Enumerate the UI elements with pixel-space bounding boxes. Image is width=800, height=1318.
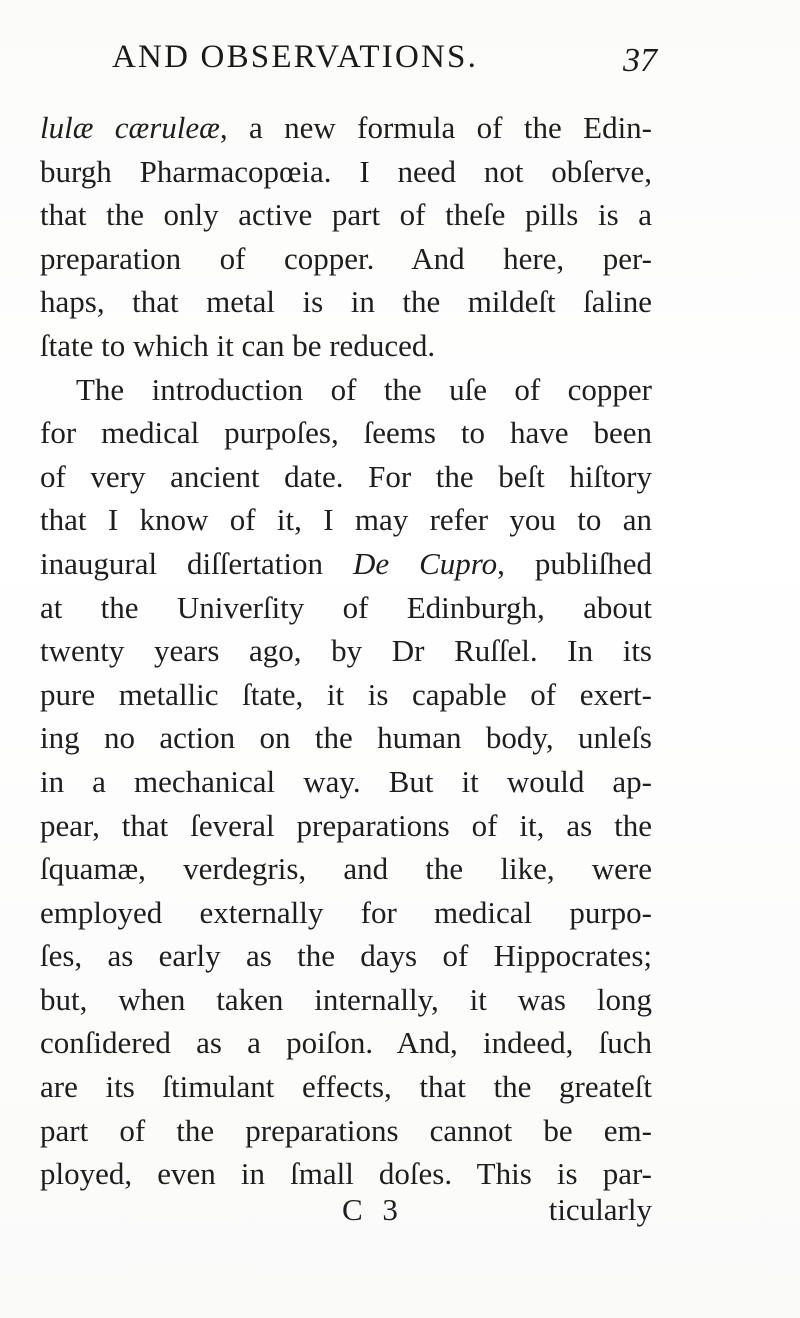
text-line: ſquamæ, verdegris, and the like, were xyxy=(40,851,652,887)
text-line: haps, that metal is in the mildeſt ſaline xyxy=(40,284,652,320)
text-line: ſtate to which it can be reduced. xyxy=(40,327,436,363)
text-line: but, when taken internally, it was long xyxy=(40,981,652,1017)
running-head: AND OBSERVATIONS. xyxy=(112,39,479,75)
text-line: employed externally for medical purpo- xyxy=(40,894,652,930)
signature-mark: C 3 xyxy=(342,1192,404,1227)
page-footer xyxy=(40,1188,652,1232)
text-line: that I know of it, I may refer you to an xyxy=(40,502,652,538)
text-line: for medical purpoſes, ſeems to have been xyxy=(40,415,652,451)
text-line: lulæ cæruleæ, a new formula of the Edin- xyxy=(40,110,653,145)
page-header xyxy=(112,34,657,80)
text-line: twenty years ago, by Dr Ruſſel. In its xyxy=(40,633,652,669)
text-line: of very ancient date. For the beſt hiſtory xyxy=(40,458,652,494)
text-line: preparation of copper. And here, per- xyxy=(40,240,652,276)
text-line: in a mechanical way. But it would ap- xyxy=(40,763,652,799)
text-line: that the only active part of theſe pills is a xyxy=(40,197,652,233)
body-text xyxy=(40,106,652,1196)
text-line: inaugural diſſertation De Cupro, publiſhed xyxy=(40,545,652,581)
text-line: ing no action on the human body, unleſs xyxy=(40,720,652,756)
text-line: The introduction of the uſe of copper xyxy=(76,371,652,407)
text-line: ployed, even in ſmall doſes. This is par- xyxy=(40,1156,652,1192)
text-line: conſidered as a poiſon. And, indeed, ſuch xyxy=(40,1025,652,1061)
text-line: are its ſtimulant effects, that the greateſt xyxy=(40,1069,652,1105)
text-line: part of the preparations cannot be em- xyxy=(40,1112,652,1148)
text-line: at the Univerſity of Edinburgh, about xyxy=(40,589,652,625)
page-number: 37 xyxy=(623,42,657,79)
catchword: ticularly xyxy=(548,1192,652,1227)
text-line: pure metallic ſtate, it is capable of exert- xyxy=(40,676,652,712)
text-line: pear, that ſeveral preparations of it, as the xyxy=(40,807,652,843)
text-line: ſes, as early as the days of Hippocrates; xyxy=(40,938,652,974)
text-line: burgh Pharmacopœia. I need not obſerve, xyxy=(40,153,652,189)
